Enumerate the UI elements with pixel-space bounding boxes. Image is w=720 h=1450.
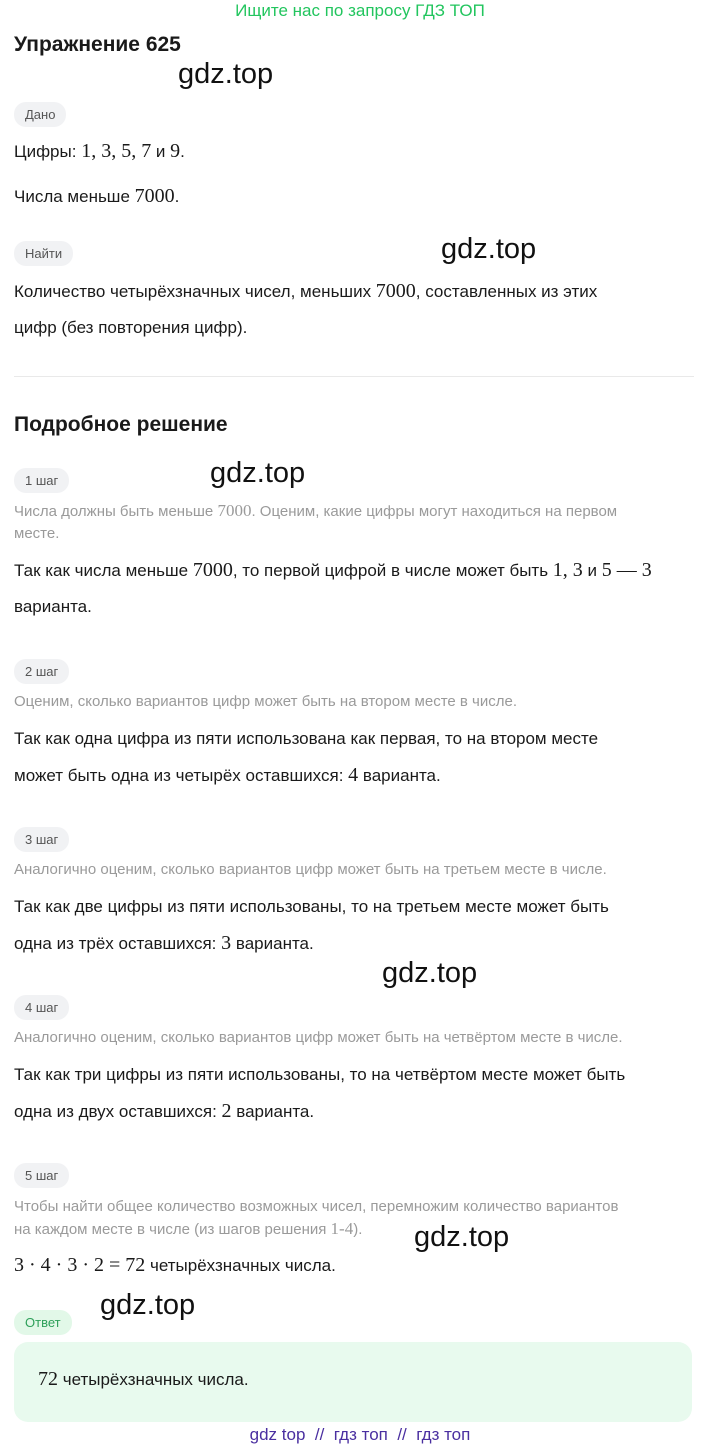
math: 72 [38,1368,58,1390]
find-label: Найти [14,241,73,266]
text: четырёхзначных числа. [58,1370,249,1389]
text: Чтобы найти общее количество возможных чисел, перемножим количество вариантов [14,1198,619,1215]
text: . [180,142,185,161]
math: 1-4 [330,1219,354,1238]
solution-title: Подробное решение [14,413,228,436]
math: 7000 [134,185,175,207]
text: может быть одна из четырёх оставшихся: [14,766,349,785]
math: 5 — 3 [601,559,652,581]
math: 1, 3 [552,559,583,581]
step-2-text [14,721,704,794]
step-5-label-wrap [14,1163,69,1188]
text: . Оценим, какие цифры могут находиться на первом [251,503,618,520]
text: . [174,187,180,206]
math: 1, 3, 5, 7 [81,140,152,162]
footer-links[interactable]: gdz top // гдз топ // гдз топ [249,1425,471,1444]
watermark: gdz.top [178,58,274,90]
given-section [14,102,66,127]
step-label: 5 шаг [14,1163,69,1188]
text: , то первой цифрой в числе может быть [232,561,553,580]
text: Так как числа меньше [14,561,193,580]
step-label: 2 шаг [14,659,69,684]
watermark: gdz.top [382,957,478,989]
given-label: Дано [14,102,66,127]
step-label: 1 шаг [14,468,69,493]
step-5-hint [14,1196,704,1241]
step-5-text [14,1247,704,1284]
step-3-hint: Аналогично оценим, сколько вариантов цифр может быть на третьем месте в числе. [14,861,607,878]
step-3-label-wrap [14,827,69,852]
math: 7000 [375,280,416,302]
answer-label: Ответ [14,1310,72,1335]
step-1-text [14,552,704,625]
step-1-hint [14,500,704,545]
find-section [14,241,73,266]
text: Числа меньше [14,187,135,206]
text: Цифры: [14,142,82,161]
text: на каждом месте в числе (из шагов решения [14,1221,331,1238]
step-label: 3 шаг [14,827,69,852]
step-label: 4 шаг [14,995,69,1020]
text: и [151,142,171,161]
math: 2 [221,1100,232,1122]
watermark: gdz.top [441,233,537,265]
step-3-text [14,889,704,962]
text: варианта. [231,1102,315,1121]
math: 7000 [217,501,252,520]
given-condition [14,178,704,215]
text: месте. [14,525,60,542]
watermark: gdz.top [100,1289,196,1321]
math: 4 [348,764,359,786]
text: ). [353,1221,363,1238]
text: цифр (без повторения цифр). [14,318,248,337]
exercise-title: Упражнение 625 [14,33,181,56]
divider [14,376,694,377]
answer-label-wrap [14,1310,72,1335]
text: одна из трёх оставшихся: [14,934,222,953]
text: варианта. [358,766,441,785]
text: Числа должны быть меньше [14,503,218,520]
math: 3 · 4 · 3 · 2 = 72 [14,1254,146,1276]
text: четырёхзначных числа. [145,1256,336,1275]
top-banner-link[interactable]: Ищите нас по запросу ГДЗ ТОП [235,1,485,20]
find-text [14,273,704,346]
text: варианта. [14,597,92,616]
text: Так как две цифры из пяти использованы, то на третьем месте может быть [14,897,609,916]
text: , составленных из этих [415,282,598,301]
watermark: gdz.top [210,457,306,489]
given-digits [14,133,704,170]
step-4-label-wrap [14,995,69,1020]
step-2-hint: Оценим, сколько вариантов цифр может быть на втором месте в числе. [14,693,518,710]
step-4-text [14,1057,704,1130]
text: Так как три цифры из пяти использованы, то на четвёртом месте может быть [14,1065,626,1084]
answer-text [38,1368,249,1391]
watermark: gdz.top [414,1221,510,1253]
step-1-label-wrap [14,468,69,493]
math: 7000 [192,559,233,581]
math: 9 [170,140,181,162]
text: одна из двух оставшихся: [14,1102,222,1121]
math: 3 [221,932,232,954]
step-4-hint: Аналогично оценим, сколько вариантов цифр может быть на четвёртом месте в числе. [14,1029,623,1046]
text: варианта. [231,934,314,953]
text: и [582,561,602,580]
text: Количество четырёхзначных чисел, меньших [14,282,376,301]
text: Так как одна цифра из пяти использована как первая, то на втором месте [14,729,599,748]
step-2-label-wrap [14,659,69,684]
